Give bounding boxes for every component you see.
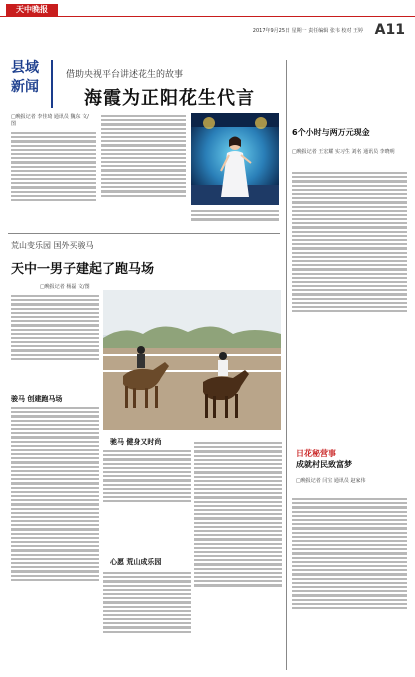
- right-bottom-red-headline: 日花秘营事: [296, 449, 336, 458]
- left-story-byline: □晚报记者 杨磊 文/图: [40, 284, 90, 290]
- lead-subhead: 借助央视平台讲述花生的故事: [66, 70, 184, 80]
- horse-riding-photo: [103, 290, 281, 430]
- section-divider: [51, 60, 53, 108]
- left-story-tag: 荒山变乐园 国外买骏马: [11, 241, 94, 250]
- lead-body-col2: [101, 113, 186, 228]
- left-subhead-1: 骏马 创建跑马场: [11, 395, 63, 403]
- middle-body-col2: [103, 570, 191, 670]
- right-top-byline: □晚报记者 王宏耀 实习生 刘名 通讯员 李晓明: [292, 149, 395, 155]
- left-story-body-col1b: [11, 405, 99, 670]
- right-bottom-body: [292, 496, 407, 670]
- section-label: [11, 59, 48, 97]
- stage-performer-photo: [191, 113, 279, 205]
- date-line: 2017年9月25日 星期一 责任编辑 张韦 校对 王婷: [252, 28, 363, 34]
- right-bottom-byline: □晚报记者 闫宝 通讯员 赵家伟: [296, 478, 366, 484]
- page-number: A11: [374, 22, 405, 38]
- lead-headline: 海霞为正阳花生代言: [84, 88, 255, 109]
- left-story-headline: 天中一男子建起了跑马场: [11, 262, 155, 277]
- left-story-body-col1: [11, 293, 99, 391]
- section-label-line2: 新闻: [11, 80, 39, 95]
- middle-body-col3: [194, 440, 282, 670]
- right-top-body: [292, 170, 407, 392]
- newspaper-logo: 天中晚报: [6, 4, 58, 16]
- masthead-rule: [0, 16, 415, 17]
- right-top-headline: 6个小时与两万元现金: [292, 128, 370, 137]
- section-divider-rule: [8, 233, 280, 234]
- section-label-line1: 县域: [11, 61, 39, 76]
- lead-byline: □晚报记者 李佳琦 通讯员 魏东 文/图: [11, 114, 89, 127]
- lead-photo: [191, 113, 279, 205]
- right-bottom-headline: 成就村民致富梦: [296, 460, 352, 469]
- lead-body-col1: [11, 130, 96, 228]
- middle-body-col: [103, 448, 191, 532]
- column-divider: [286, 60, 287, 670]
- horse-rider-photo: [103, 290, 281, 430]
- left-subhead-3: 心愿 荒山成乐园: [110, 558, 162, 566]
- left-subhead-2: 驰马 健身又时尚: [110, 438, 162, 446]
- lead-body-col3: [191, 208, 279, 228]
